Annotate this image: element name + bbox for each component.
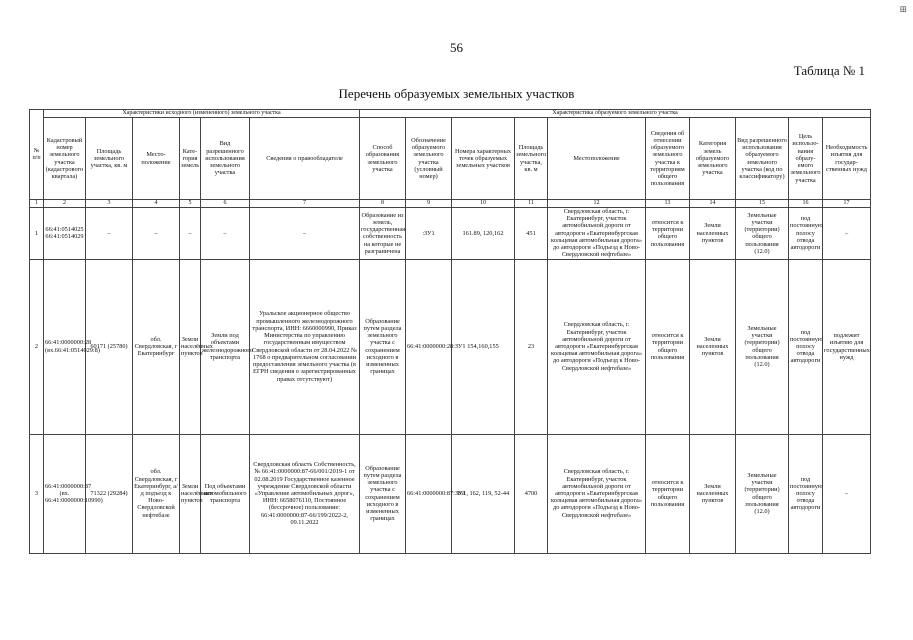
cell-category-source: Земли населённых пунктов — [180, 434, 201, 553]
cell-area-new: 451 — [515, 208, 548, 260]
cell-category-source: Земли населённых пунктов — [180, 259, 201, 434]
cell-area-source: – — [86, 208, 133, 260]
cell-rights: Уральское акционерное общество промышленного железнодорожного транспорта, ИНН: 6660000990, Приказ Министерства по управлению государственным имуществом Свердловской области от 28.04.2022 № 1768 о предварительном согласовании предоставления земельного участка (в ЕГРН сведения о зарегистрированных правах отсутствуют) — [250, 259, 360, 434]
group-formed-header: Характеристика образуемого земельного участка — [360, 110, 871, 118]
cell-territory: относится к территории общего пользования — [646, 208, 690, 260]
cell-area-new: 23 — [515, 259, 548, 434]
document-title: Перечень образуемых земельных участков — [338, 86, 575, 101]
cell-territory: относится к территории общего пользования — [646, 434, 690, 553]
cell-designation: 66:41:0000000:87:ЗУ1 — [406, 434, 452, 553]
header-points: Номера характерных точек образуемых земельных участков — [452, 118, 515, 200]
header-area-source: Площадь земельного участка, кв. м — [86, 118, 133, 200]
column-number: 17 — [823, 200, 871, 208]
group-source-header: Характеристики исходного (измененного) земельного участка — [44, 110, 360, 118]
cell-method: Образование путем раздела земельного участка с сохранением исходного в измененных границах — [360, 434, 406, 553]
cell-num: 3 — [30, 434, 44, 553]
column-header-row — [30, 118, 871, 200]
cell-necessity: – — [823, 434, 871, 553]
column-number: 8 — [360, 200, 406, 208]
cell-use-source: Под объектами автомобильного транспорта — [201, 434, 250, 553]
column-number: 6 — [201, 200, 250, 208]
header-method: Способ образования земельного участка — [360, 118, 406, 200]
header-num: № п/п — [30, 110, 44, 200]
column-number: 1 — [30, 200, 44, 208]
cell-use-new: Земельные участки (территории) общего пользования (12.0) — [736, 259, 789, 434]
header-necessity: Необходимость изъятия для государ-ственных нужд — [823, 118, 871, 200]
table-label: Таблица № 1 — [793, 63, 865, 78]
cell-use-source: – — [201, 208, 250, 260]
cell-rights: – — [250, 208, 360, 260]
header-location-new: Местоположение — [548, 118, 646, 200]
cell-category-source: – — [180, 208, 201, 260]
column-number: 4 — [133, 200, 180, 208]
page-number: 56 — [450, 40, 463, 55]
column-number: 3 — [86, 200, 133, 208]
cell-use-new: Земельные участки (территории) общего пользования (12.0) — [736, 434, 789, 553]
column-number: 13 — [646, 200, 690, 208]
cell-location-new: Свердловская область, г. Екатеринбург, участок автомобильной дороги от автодороги «Екатеринбургская кольцевая автомобильная дорога» до автодороги «Подъезд к Ново-Свердловской нефтебазе» — [548, 208, 646, 260]
cell-necessity: подлежит изъятию для государственных нужд — [823, 259, 871, 434]
column-numbers-row — [30, 200, 871, 208]
table-row — [30, 259, 871, 434]
cell-category-new: Земли населенных пунктов — [690, 434, 736, 553]
cell-use-new: Земельные участки (территории) общего пользования (12.0) — [736, 208, 789, 260]
cell-necessity: – — [823, 208, 871, 260]
cell-area-new: 4700 — [515, 434, 548, 553]
cell-cadastral: 66:41:0514025 66:41:0514029 — [44, 208, 86, 260]
cell-method: Образование из земель, государственная собственность на которые не разграничена — [360, 208, 406, 260]
cell-points: 154,160,155 — [452, 259, 515, 434]
column-number: 7 — [250, 200, 360, 208]
land-plots-table — [29, 109, 871, 554]
cell-purpose: под постоянную полосу отвода автодороги — [789, 434, 823, 553]
cell-location-new: Свердловская область, г. Екатеринбург, участок автомобильной дороги от автодороги «Екатеринбургская кольцевая автомобильная дорога» до автодороги «Подъезд к Ново-Свердловской нефтебазе» — [548, 434, 646, 553]
header-designation: Обозначение образуемого земельного участка (условный номер) — [406, 118, 452, 200]
header-use-source: Вид разрешенного использования земельного участка — [201, 118, 250, 200]
header-purpose: Цель использо-вания образу-емого земельного участка — [789, 118, 823, 200]
header-location-source: Место-положение — [133, 118, 180, 200]
header-category-new: Категория земель образуемого земельного участка — [690, 118, 736, 200]
cell-purpose: под постоянную полосу отвода автодороги — [789, 259, 823, 434]
cell-category-new: Земли населенных пунктов — [690, 208, 736, 260]
column-number: 10 — [452, 200, 515, 208]
header-cadastral: Кадастровый номер земельного участка (кадастрового квартала) — [44, 118, 86, 200]
cell-rights: Свердловская область Собственность, № 66:41:0000000:87-66/001/2019-1 от 02.08.2019 Государственное казенное учреждение Свердловской области «Управление автомобильных дорог», ИНН: 6658076110, Постоянное (бессрочное) пользование: 66:41:0000000:87-66/199/2022-2, 09.11.2022 — [250, 434, 360, 553]
column-number: 11 — [515, 200, 548, 208]
cell-purpose: под постоянную полосу отвода автодороги — [789, 208, 823, 260]
cell-location-source: – — [133, 208, 180, 260]
cell-territory: относится к территории общего пользования — [646, 259, 690, 434]
header-use-new: Вид разрешенного использования образуемого земельного участка (код по классификатору) — [736, 118, 789, 200]
cell-method: Образование путем раздела земельного участка с сохранением исходного в измененных границах — [360, 259, 406, 434]
cell-area-source: 60171 (25780) — [86, 259, 133, 434]
header-category-source: Кате-гория земель — [180, 118, 201, 200]
cell-cadastral: 66:41:0000000:28 (вх.66:41:0514029:8) — [44, 259, 86, 434]
cell-location-source: обл. Свердловская, г Екатеринбург, а/д подъезд к Ново-Свердловской нефтебазе — [133, 434, 180, 553]
header-area-new: Площадь земельного участка, кв. м — [515, 118, 548, 200]
cell-num: 1 — [30, 208, 44, 260]
header-rights: Сведения о правообладателе — [250, 118, 360, 200]
column-number: 12 — [548, 200, 646, 208]
column-number: 9 — [406, 200, 452, 208]
cell-cadastral: 66:41:0000000:87 (вх. 66:41:0000000:10990) — [44, 434, 86, 553]
cell-location-source: обл. Свердловская, г Екатеринбург — [133, 259, 180, 434]
cell-points: 161, 162, 119, 52-44 — [452, 434, 515, 553]
cell-location-new: Свердловская область, г. Екатеринбург, участок автомобильной дороги от автодороги «Екатеринбургская кольцевая автомобильная дорога» до автодороги «Подъезд к Ново-Свердловской нефтебазе» — [548, 259, 646, 434]
header-territory: Сведения об отнесении образуемого земельного участка к территориям общего пользования — [646, 118, 690, 200]
cell-use-source: Земли под объектами железнодорожного транспорта — [201, 259, 250, 434]
column-number: 14 — [690, 200, 736, 208]
column-number: 2 — [44, 200, 86, 208]
cell-designation: :ЗУ1 — [406, 208, 452, 260]
table-row — [30, 434, 871, 553]
cell-category-new: Земли населенных пунктов — [690, 259, 736, 434]
group-header-row — [30, 110, 871, 118]
column-number: 16 — [789, 200, 823, 208]
cell-points: 161.89, 120,162 — [452, 208, 515, 260]
table-row — [30, 208, 871, 260]
cell-num: 2 — [30, 259, 44, 434]
cell-area-source: 71322 (29284) — [86, 434, 133, 553]
page-corner-icon: ⊞ — [899, 4, 907, 14]
column-number: 15 — [736, 200, 789, 208]
cell-designation: 66:41:0000000:28:ЗУ1 — [406, 259, 452, 434]
column-number: 5 — [180, 200, 201, 208]
